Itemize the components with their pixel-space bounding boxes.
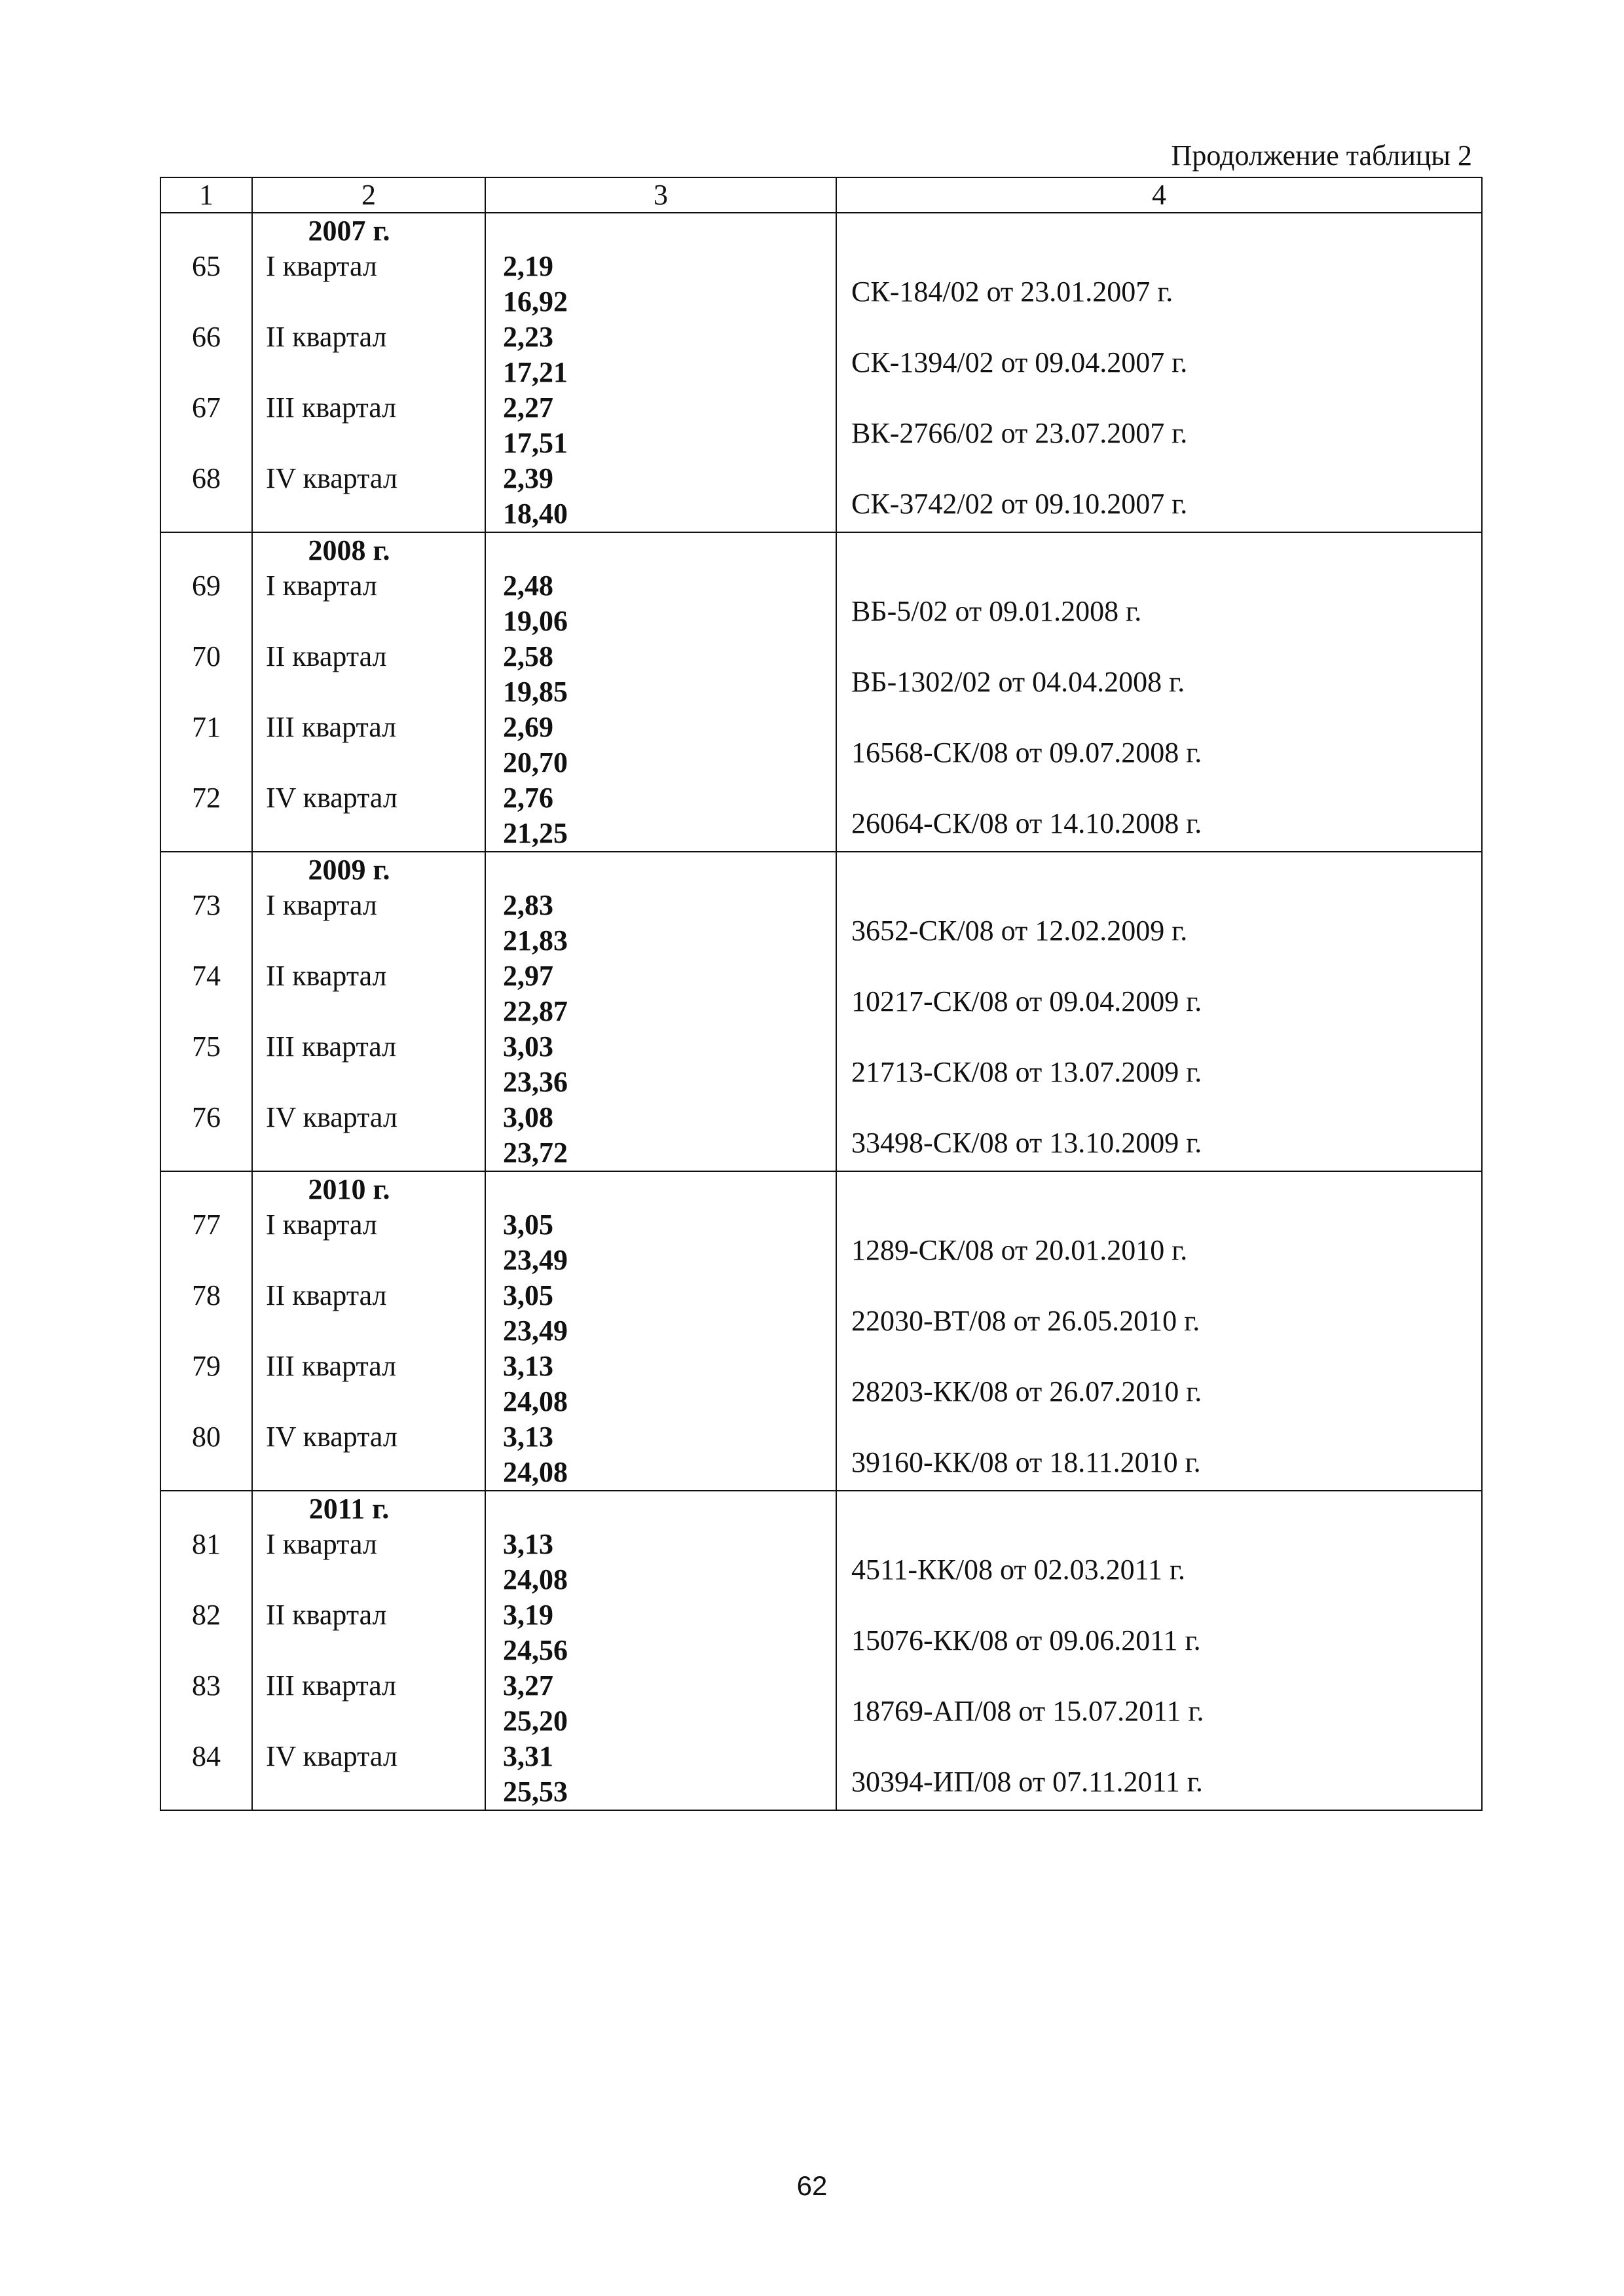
document-text: 10217-СК/08 от 09.04.2009 г. xyxy=(851,985,1202,1017)
document-cell xyxy=(836,213,1482,532)
spacer xyxy=(837,1491,1481,1527)
document-ref xyxy=(837,710,1481,780)
year-group-row xyxy=(160,852,1482,1171)
row-number-cell xyxy=(160,852,252,1171)
quarter-label: IV квартал xyxy=(266,462,397,494)
row-number-cell xyxy=(160,1491,252,1810)
quarter-label: III квартал xyxy=(266,711,397,743)
value-secondary: 17,21 xyxy=(503,356,568,388)
table-body xyxy=(160,213,1482,1810)
document-text: 15076-КК/08 от 09.06.2011 г. xyxy=(851,1624,1201,1656)
year-label: 2009 г. xyxy=(308,854,390,886)
document-ref xyxy=(837,958,1481,1029)
value-pair xyxy=(486,1419,836,1490)
value-secondary: 24,08 xyxy=(503,1563,568,1595)
document-ref xyxy=(837,390,1481,461)
value-pair xyxy=(486,710,836,780)
period-cell xyxy=(252,213,485,532)
value-primary: 3,13 xyxy=(503,1350,553,1382)
value-primary: 2,39 xyxy=(503,462,553,494)
value-secondary: 21,83 xyxy=(503,924,568,957)
document-text: 3652-СК/08 от 12.02.2009 г. xyxy=(851,915,1188,947)
value-primary: 2,23 xyxy=(503,321,553,353)
value-secondary: 25,53 xyxy=(503,1776,568,1808)
value-primary: 2,58 xyxy=(503,640,553,672)
quarter-label: II квартал xyxy=(266,960,387,992)
document-cell xyxy=(836,532,1482,852)
value-primary: 2,76 xyxy=(503,782,553,814)
year-group-row xyxy=(160,1491,1482,1810)
row-number: 73 xyxy=(192,889,221,921)
document-ref xyxy=(837,1419,1481,1490)
value-secondary: 24,08 xyxy=(503,1385,568,1417)
value-pair xyxy=(486,1100,836,1171)
spacer xyxy=(837,213,1481,249)
row-number: 75 xyxy=(192,1030,221,1063)
value-pair xyxy=(486,1349,836,1419)
value-primary: 3,19 xyxy=(503,1599,553,1631)
value-pair xyxy=(486,1029,836,1100)
value-primary: 3,03 xyxy=(503,1030,553,1063)
quarter-label: I квартал xyxy=(266,1528,377,1560)
year-group-row xyxy=(160,1171,1482,1491)
document-text: 28203-КК/08 от 26.07.2010 г. xyxy=(851,1376,1202,1408)
spacer xyxy=(486,1491,836,1527)
period-cell xyxy=(252,532,485,852)
value-primary: 2,69 xyxy=(503,711,553,743)
page-number: 62 xyxy=(796,2170,828,2201)
quarter-label: IV квартал xyxy=(266,1740,397,1772)
value-pair xyxy=(486,319,836,390)
document-ref xyxy=(837,639,1481,710)
document-text: 22030-ВТ/08 от 26.05.2010 г. xyxy=(851,1305,1200,1337)
document-text: СК-184/02 от 23.01.2007 г. xyxy=(851,276,1173,308)
spacer xyxy=(161,1491,251,1527)
quarter-label: III квартал xyxy=(266,1030,397,1063)
value-primary: 3,31 xyxy=(503,1740,553,1772)
row-number: 66 xyxy=(192,321,221,353)
value-pair xyxy=(486,390,836,461)
row-number-cell xyxy=(160,532,252,852)
period-cell xyxy=(252,1171,485,1491)
document-text: СК-3742/02 от 09.10.2007 г. xyxy=(851,488,1188,520)
row-number-cell xyxy=(160,1171,252,1491)
row-number: 77 xyxy=(192,1209,221,1241)
value-primary: 3,05 xyxy=(503,1209,553,1241)
value-pair xyxy=(486,1597,836,1668)
quarter-label: II квартал xyxy=(266,640,387,672)
value-secondary: 24,56 xyxy=(503,1634,568,1666)
value-pair xyxy=(486,461,836,532)
row-number: 67 xyxy=(192,392,221,424)
document-ref xyxy=(837,888,1481,958)
quarter-label: III квартал xyxy=(266,1350,397,1382)
value-secondary: 23,49 xyxy=(503,1315,568,1347)
row-number: 68 xyxy=(192,462,221,494)
document-ref xyxy=(837,1739,1481,1810)
value-primary: 3,13 xyxy=(503,1421,553,1453)
value-primary: 2,83 xyxy=(503,889,553,921)
document-cell xyxy=(836,1171,1482,1491)
quarter-label: II квартал xyxy=(266,1279,387,1311)
document-text: ВБ-1302/02 от 04.04.2008 г. xyxy=(851,666,1185,698)
document-text: ВК-2766/02 от 23.07.2007 г. xyxy=(851,417,1188,449)
document-text: 1289-СК/08 от 20.01.2010 г. xyxy=(851,1234,1188,1266)
quarter-label: II квартал xyxy=(266,1599,387,1631)
row-number: 65 xyxy=(192,250,221,282)
document-text: 30394-ИП/08 от 07.11.2011 г. xyxy=(851,1766,1203,1798)
spacer xyxy=(486,213,836,249)
document-cell xyxy=(836,1491,1482,1810)
document-ref xyxy=(837,249,1481,319)
row-number: 72 xyxy=(192,782,221,814)
document-text: СК-1394/02 от 09.04.2007 г. xyxy=(851,346,1188,378)
document-ref xyxy=(837,1029,1481,1100)
value-secondary: 22,87 xyxy=(503,995,568,1027)
header-row xyxy=(160,177,1482,213)
document-text: ВБ-5/02 от 09.01.2008 г. xyxy=(851,595,1142,627)
value-primary: 2,27 xyxy=(503,392,553,424)
period-cell xyxy=(252,852,485,1171)
document-text: 16568-СК/08 от 09.07.2008 г. xyxy=(851,737,1202,769)
value-pair xyxy=(486,1527,836,1597)
value-secondary: 18,40 xyxy=(503,498,568,530)
value-cell xyxy=(485,1491,836,1810)
value-secondary: 20,70 xyxy=(503,746,568,778)
spacer xyxy=(837,1172,1481,1207)
year-group-row xyxy=(160,213,1482,532)
value-secondary: 21,25 xyxy=(503,817,568,849)
row-number: 84 xyxy=(192,1740,221,1772)
quarter-label: I квартал xyxy=(266,250,377,282)
document-ref xyxy=(837,1207,1481,1278)
value-primary: 3,05 xyxy=(503,1279,553,1311)
row-number-cell xyxy=(160,213,252,532)
row-number: 80 xyxy=(192,1421,221,1453)
year-label: 2008 г. xyxy=(308,534,390,566)
rates-table xyxy=(160,177,1483,1811)
spacer xyxy=(161,533,251,568)
row-number: 83 xyxy=(192,1669,221,1702)
document-ref xyxy=(837,1597,1481,1668)
document-text: 33498-СК/08 от 13.10.2009 г. xyxy=(851,1127,1202,1159)
document-ref xyxy=(837,568,1481,639)
value-primary: 3,08 xyxy=(503,1101,553,1133)
value-primary: 2,19 xyxy=(503,250,553,282)
spacer xyxy=(486,852,836,888)
value-pair xyxy=(486,780,836,851)
quarter-label: III квартал xyxy=(266,1669,397,1702)
value-cell xyxy=(485,1171,836,1491)
document-ref xyxy=(837,319,1481,390)
document-ref xyxy=(837,1668,1481,1739)
value-pair xyxy=(486,1278,836,1349)
spacer xyxy=(837,533,1481,568)
value-secondary: 17,51 xyxy=(503,427,568,459)
value-cell xyxy=(485,532,836,852)
document-ref xyxy=(837,1349,1481,1419)
column-header-1: 1 xyxy=(160,177,252,213)
value-cell xyxy=(485,213,836,532)
quarter-label: IV квартал xyxy=(266,1421,397,1453)
value-secondary: 23,36 xyxy=(503,1066,568,1098)
document-ref xyxy=(837,461,1481,532)
quarter-label: I квартал xyxy=(266,1209,377,1241)
spacer xyxy=(161,1172,251,1207)
quarter-label: II квартал xyxy=(266,321,387,353)
row-number: 79 xyxy=(192,1350,221,1382)
spacer xyxy=(486,1172,836,1207)
year-label: 2010 г. xyxy=(308,1173,390,1205)
value-pair xyxy=(486,958,836,1029)
row-number: 78 xyxy=(192,1279,221,1311)
value-secondary: 19,85 xyxy=(503,676,568,708)
quarter-label: IV квартал xyxy=(266,782,397,814)
table-header xyxy=(160,177,1482,213)
document-text: 18769-АП/08 от 15.07.2011 г. xyxy=(851,1695,1204,1727)
value-secondary: 23,49 xyxy=(503,1244,568,1276)
value-pair xyxy=(486,1739,836,1810)
spacer xyxy=(161,213,251,249)
value-secondary: 24,08 xyxy=(503,1456,568,1488)
spacer xyxy=(161,852,251,888)
row-number: 74 xyxy=(192,960,221,992)
value-pair xyxy=(486,249,836,319)
value-pair xyxy=(486,1668,836,1739)
value-primary: 2,48 xyxy=(503,570,553,602)
spacer xyxy=(837,852,1481,888)
column-header-3: 3 xyxy=(485,177,836,213)
document-ref xyxy=(837,1278,1481,1349)
table-caption: Продолжение таблицы 2 xyxy=(1171,139,1472,172)
value-primary: 2,97 xyxy=(503,960,553,992)
value-pair xyxy=(486,1207,836,1278)
column-header-4: 4 xyxy=(836,177,1482,213)
row-number: 69 xyxy=(192,570,221,602)
column-header-2: 2 xyxy=(252,177,485,213)
document-ref xyxy=(837,1527,1481,1597)
document-cell xyxy=(836,852,1482,1171)
row-number: 71 xyxy=(192,711,221,743)
row-number: 82 xyxy=(192,1599,221,1631)
quarter-label: III квартал xyxy=(266,392,397,424)
spacer xyxy=(486,533,836,568)
year-group-row xyxy=(160,532,1482,852)
quarter-label: I квартал xyxy=(266,889,377,921)
period-cell xyxy=(252,1491,485,1810)
value-cell xyxy=(485,852,836,1171)
value-pair xyxy=(486,639,836,710)
value-primary: 3,13 xyxy=(503,1528,553,1560)
document-ref xyxy=(837,780,1481,851)
value-primary: 3,27 xyxy=(503,1669,553,1702)
year-label: 2011 г. xyxy=(308,1493,390,1525)
row-number: 76 xyxy=(192,1101,221,1133)
year-label: 2007 г. xyxy=(308,215,390,247)
document-text: 4511-КК/08 от 02.03.2011 г. xyxy=(851,1554,1186,1586)
value-pair xyxy=(486,888,836,958)
quarter-label: IV квартал xyxy=(266,1101,397,1133)
value-secondary: 25,20 xyxy=(503,1705,568,1737)
value-secondary: 23,72 xyxy=(503,1137,568,1169)
row-number: 81 xyxy=(192,1528,221,1560)
document-text: 39160-КК/08 от 18.11.2010 г. xyxy=(851,1446,1201,1478)
value-secondary: 16,92 xyxy=(503,285,568,318)
quarter-label: I квартал xyxy=(266,570,377,602)
row-number: 70 xyxy=(192,640,221,672)
document-ref xyxy=(837,1100,1481,1171)
value-secondary: 19,06 xyxy=(503,605,568,637)
document-text: 26064-СК/08 от 14.10.2008 г. xyxy=(851,807,1202,839)
document-text: 21713-СК/08 от 13.07.2009 г. xyxy=(851,1056,1202,1088)
value-pair xyxy=(486,568,836,639)
